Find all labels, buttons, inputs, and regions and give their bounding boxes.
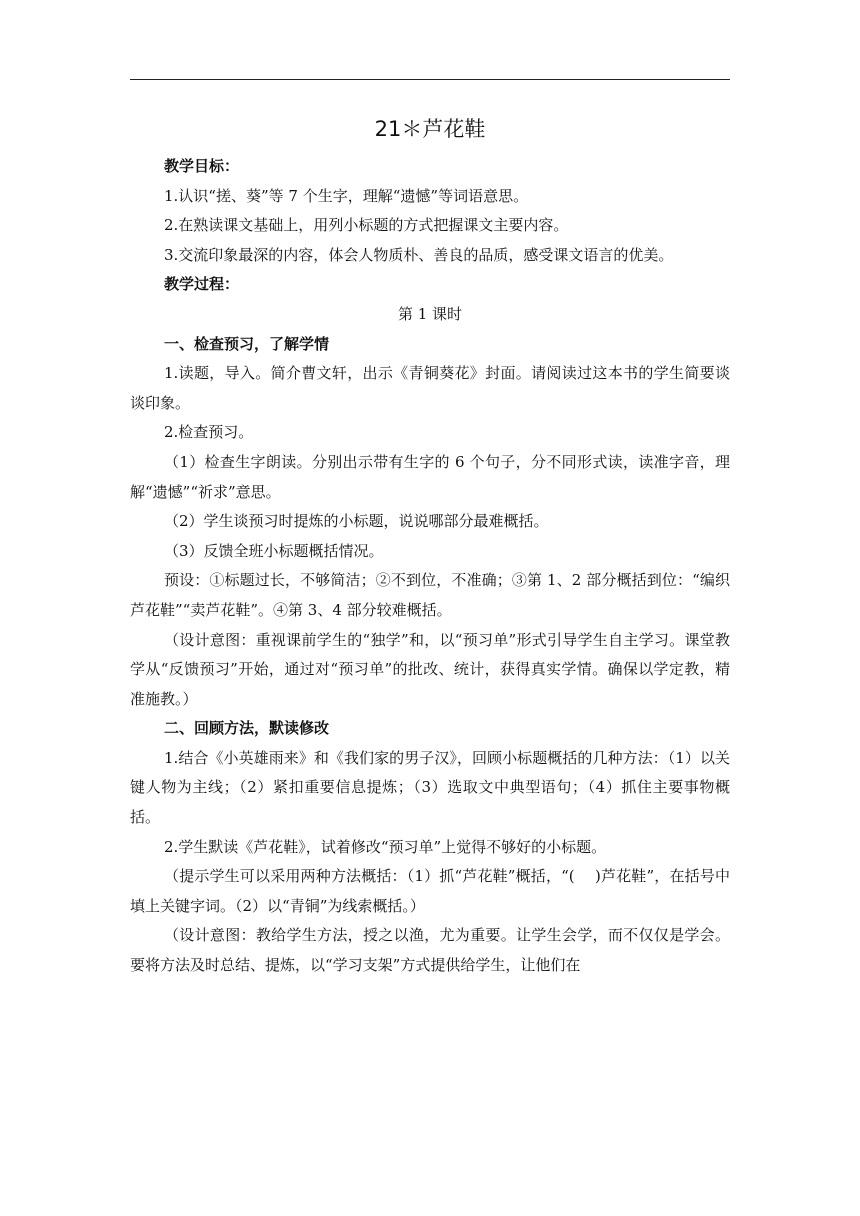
section1-paragraph: （1）检查生字朗读。分别出示带有生字的 6 个句子，分不同形式读，读准字音，理解“遗憾”“祈求”意思。 (130, 452, 730, 501)
hint-note: （提示学生可以采用两种方法概括：（1）抓“芦花鞋”概括，“( )芦花鞋”，在括号中填上关键字词。（2）以“青铜”为线索概括。） (130, 867, 730, 915)
section1-heading: 一、检查预习，了解学情 (164, 334, 330, 353)
section2-paragraph: 2.学生默读《芦花鞋》，试着修改“预习单”上觉得不够好的小标题。 (164, 837, 607, 856)
section1-paragraph: （3）反馈全班小标题概括情况。 (164, 541, 384, 560)
section1-paragraph: 预设：①标题过长，不够简洁；②不到位，不准确；③第 1、2 部分概括到位：“编织芦花鞋”“卖芦花鞋”。④第 3、4 部分较难概括。 (130, 571, 730, 619)
objective-1: 1.认识“搓、葵”等 7 个生字，理解“遗憾”等词语意思。 (164, 186, 529, 205)
objective-3: 3.交流印象最深的内容，体会人物质朴、善良的品质，感受课文语言的优美。 (164, 245, 674, 264)
section2-paragraph: 1.结合《小英雄雨来》和《我们家的男子汉》，回顾小标题概括的几种方法：（1）以关键人物为主线；（2）紧扣重要信息提炼；（3）选取文中典型语句；（4）抓住主要事物概括。 (130, 748, 730, 827)
design-intent-note: （设计意图：重视课前学生的“独学”和，以“预习单”形式引导学生自主学习。课堂教学从“反馈预习”开始，通过对“预习单”的批改、统计，获得真实学情。确保以学定教，精准施教。） (130, 630, 730, 708)
section1-paragraph: 2.检查预习。 (164, 423, 254, 442)
objectives-heading: 教学目标： (164, 157, 240, 175)
page-title: 21＊芦花鞋 (374, 117, 486, 141)
section1-paragraph: （2）学生谈预习时提炼的小标题，说说哪部分最难概括。 (164, 512, 549, 531)
section2-heading: 二、回顾方法，默读修改 (164, 719, 330, 738)
lesson-label: 第 1 课时 (397, 304, 463, 323)
design-intent-note: （设计意图：教给学生方法，授之以渔，尤为重要。让学生会学，而不仅仅是学会。要将方法及时总结、提炼，以“学习支架”方式提供给学生，让他们在 (130, 926, 730, 975)
header-rule (130, 79, 730, 80)
process-heading: 教学过程： (164, 275, 240, 294)
objective-2: 2.在熟读课文基础上，用列小标题的方式把握课文主要内容。 (164, 216, 569, 235)
document-body (130, 152, 730, 981)
section1-paragraph: 1.读题，导入。简介曹文轩，出示《青铜葵花》封面。请阅读过这本书的学生简要谈谈印象。 (130, 364, 730, 412)
